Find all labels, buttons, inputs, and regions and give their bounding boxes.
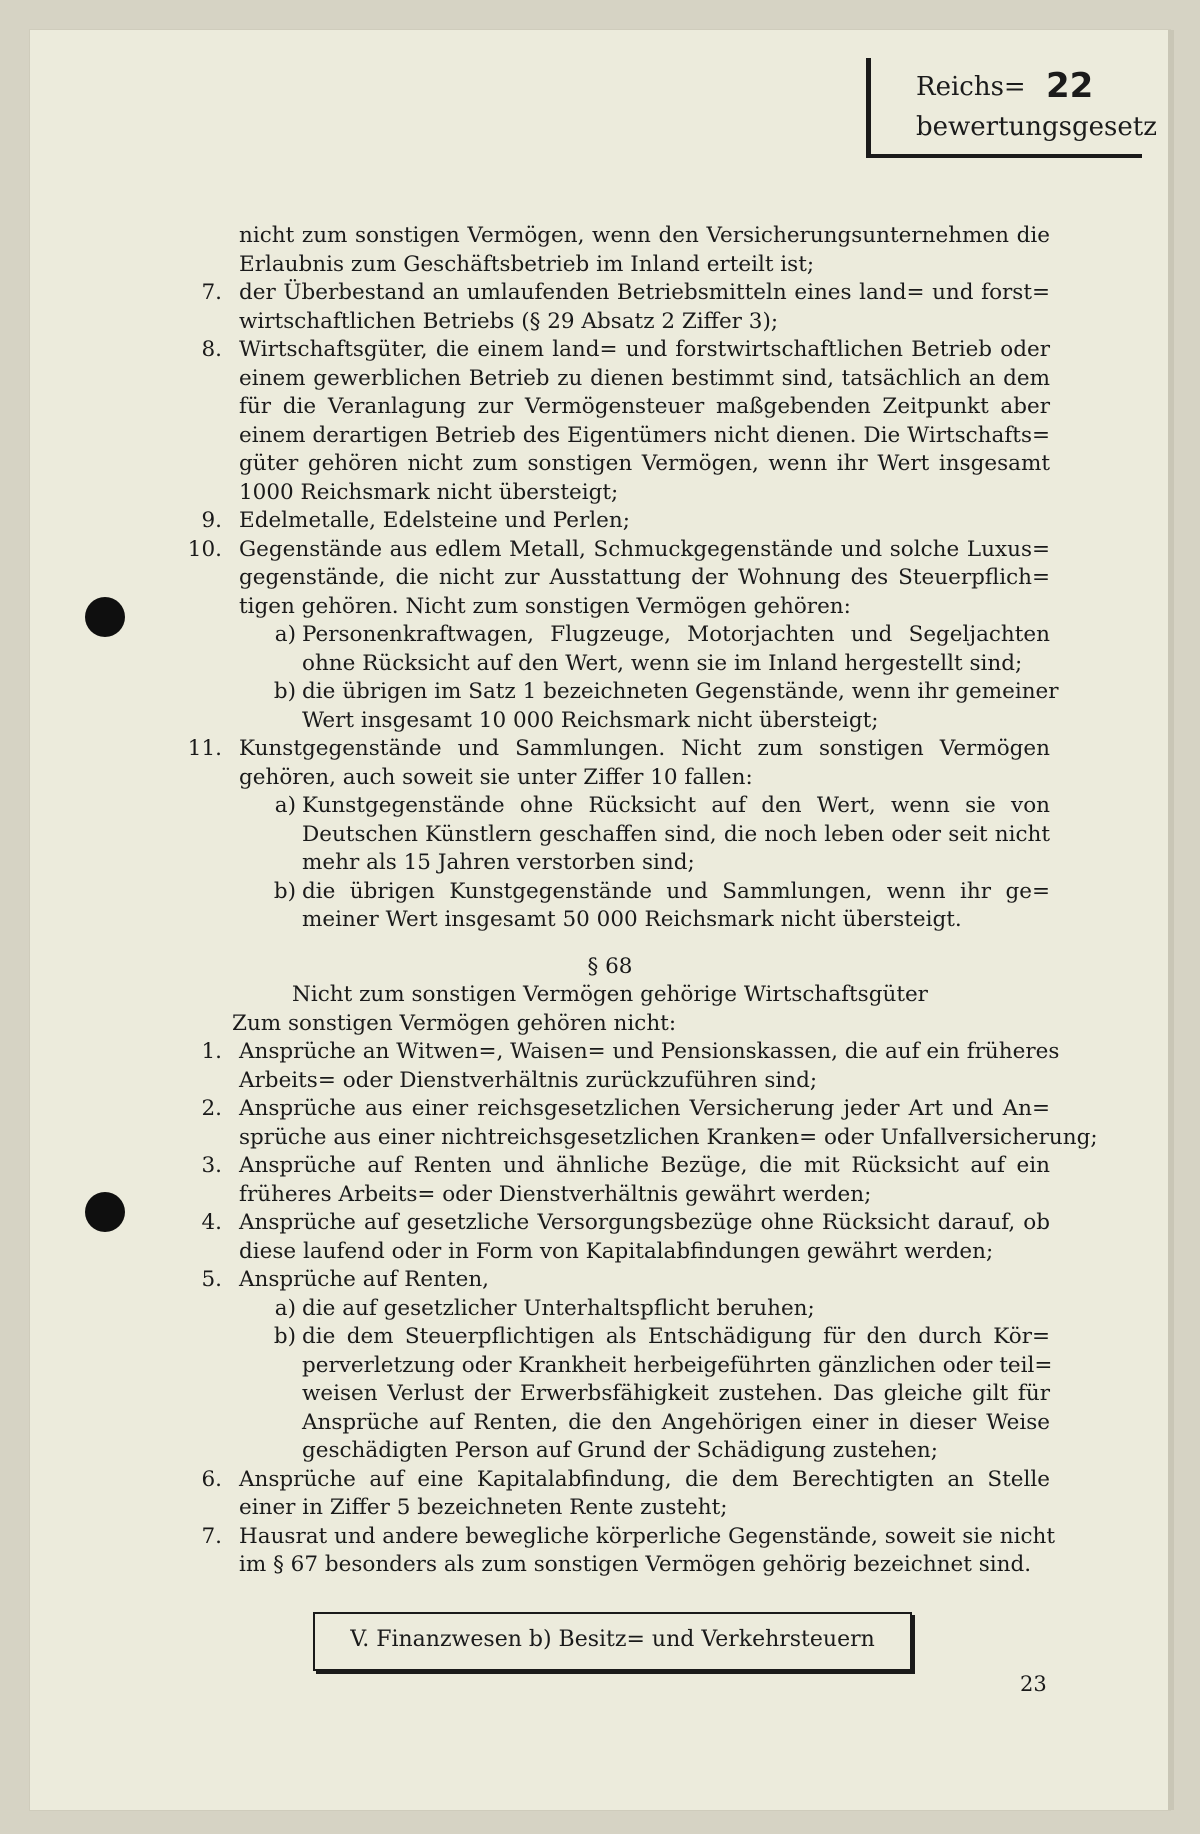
category-label: V. Finanzwesen b) Besitz= und Verkehrsteuern (350, 1627, 875, 1652)
item-number: 5. (201, 1267, 222, 1292)
text-line (170, 821, 1050, 850)
text-line (170, 849, 1050, 878)
list-item (170, 336, 1050, 365)
item-number: 10. (187, 536, 222, 562)
line-text: Erlaubnis zum Geschäftsbetrieb im Inland erteilt ist; (239, 251, 815, 277)
text-line (170, 422, 1050, 451)
line-text: Arbeits= oder Dienstverhältnis zurückzuführen sind; (239, 1067, 818, 1093)
line-text: güter gehören nicht zum sonstigen Vermögen, wenn ihr Wert insgesamt (239, 451, 1050, 476)
line-text: meiner Wert insgesamt 50 000 Reichsmark nicht übersteigt. (302, 907, 962, 932)
line-text: für die Veranlagung zur Vermögensteuer maßgebenden Zeitpunkt aber (239, 394, 1050, 419)
register-title-line2: bewertungsgesetz (916, 112, 1157, 142)
section-intro-text: Zum sonstigen Vermögen gehören nicht: (232, 1010, 677, 1036)
list-item (170, 1095, 1050, 1124)
line-text: die übrigen Kunstgegenstände und Sammlungen, wenn ihr ge= (302, 878, 1050, 904)
text-line (170, 764, 1050, 793)
text-line (170, 906, 1050, 935)
register-tab-horizontal-rule (866, 154, 1142, 158)
line-text: tigen gehören. Nicht zum sonstigen Vermögen gehören: (239, 593, 851, 619)
text-line (170, 251, 1050, 280)
register-title-line1: Reichs= (916, 72, 1026, 102)
sub-item (170, 1295, 1050, 1324)
line-text: einer in Ziffer 5 bezeichneten Rente zusteht; (239, 1495, 728, 1520)
text-line (170, 564, 1050, 593)
section-title (170, 981, 1050, 1010)
sub-item (170, 878, 1050, 907)
section-number-text: § 68 (587, 953, 633, 979)
line-text: Deutschen Künstlern geschaffen sind, die noch leben oder seit nicht (302, 821, 1050, 847)
line-text: einem gewerblichen Betrieb zu dienen bestimmt sind, tatsächlich an dem (239, 365, 1050, 391)
item-number: 9. (201, 508, 222, 533)
text-line (170, 1551, 1050, 1580)
list-item (170, 1038, 1060, 1067)
sub-item (170, 678, 1059, 707)
line-text: wirtschaftlichen Betriebs (§ 29 Absatz 2 Ziffer 3); (239, 308, 779, 334)
line-text: Wirtschaftsgüter, die einem land= und forstwirtschaftlichen Betrieb oder (239, 337, 1050, 362)
line-text: Ansprüche auf Renten, (239, 1267, 490, 1292)
line-text: mehr als 15 Jahren verstorben sind; (302, 850, 695, 875)
text-line (170, 479, 1050, 508)
line-text: Edelmetalle, Edelsteine und Perlen; (239, 508, 630, 533)
list-item (170, 1466, 1050, 1495)
section-intro (170, 1010, 1050, 1039)
line-text: gegenstände, die nicht zur Ausstattung der Wohnung des Steuerpflich= (239, 565, 1050, 590)
register-tab (866, 58, 1157, 158)
text-line (170, 308, 1050, 337)
line-text: Ansprüche auf gesetzliche Versorgungsbezüge ohne Rücksicht darauf, ob (239, 1210, 1050, 1235)
item-number: 4. (201, 1210, 222, 1235)
text-line (170, 1067, 1050, 1096)
category-label-box (313, 1612, 912, 1671)
text-line (170, 1437, 1050, 1466)
item-number: 3. (201, 1153, 222, 1178)
document-body (170, 222, 1098, 1580)
list-item (170, 279, 1050, 308)
section-number (170, 953, 1050, 982)
list-item (170, 1523, 1055, 1552)
text-line (170, 450, 1050, 479)
page-edge (1168, 30, 1174, 1810)
line-text: nicht zum sonstigen Vermögen, wenn den Versicherungsunternehmen die (239, 223, 1050, 248)
text-line (170, 1380, 1050, 1409)
sub-item-label: a) (274, 622, 296, 647)
list-item (170, 507, 1050, 536)
line-text: Wert insgesamt 10 000 Reichsmark nicht übersteigt; (302, 707, 879, 733)
list-item (170, 1266, 1050, 1295)
text-line (170, 1181, 1050, 1210)
item-number: 2. (201, 1096, 222, 1121)
line-text: die übrigen im Satz 1 bezeichneten Gegenstände, wenn ihr gemeiner (302, 679, 1059, 704)
line-text: Ansprüche aus einer reichsgesetzlichen Versicherung jeder Art und An= (239, 1096, 1050, 1121)
register-number: 22 (1046, 66, 1094, 106)
line-text: geschädigten Person auf Grund der Schädigung zustehen; (302, 1438, 938, 1463)
line-text: früheres Arbeits= oder Dienstverhältnis gewährt werden; (239, 1181, 872, 1207)
line-text: Kunstgegenstände und Sammlungen. Nicht zum sonstigen Vermögen (239, 736, 1050, 761)
text-line (170, 593, 1050, 622)
item-number: 8. (201, 337, 222, 362)
punch-hole-bottom (85, 1192, 125, 1232)
text-line (170, 707, 1050, 736)
sub-item-label: b) (273, 679, 296, 704)
list-item (170, 536, 1050, 565)
list-item (170, 735, 1050, 764)
text-line (170, 650, 1050, 679)
line-text: die dem Steuerpflichtigen als Entschädigung für den durch Kör= (302, 1324, 1050, 1349)
line-text: 1000 Reichsmark nicht übersteigt; (239, 479, 619, 505)
line-text: der Überbestand an umlaufenden Betriebsmitteln eines land= und forst= (239, 280, 1050, 305)
spacer (170, 935, 1050, 953)
sub-item-label: b) (273, 878, 296, 904)
text-line (170, 1409, 1050, 1438)
line-text: Ansprüche auf eine Kapitalabfindung, die dem Berechtigten an Stelle (239, 1466, 1050, 1492)
item-number: 11. (187, 736, 222, 761)
text-line (170, 1352, 1053, 1381)
list-item (170, 1152, 1050, 1181)
text-line (170, 222, 1050, 251)
line-text: perverletzung oder Krankheit herbeigeführten gänzlichen oder teil= (302, 1352, 1053, 1378)
punch-hole-top (85, 597, 125, 637)
line-text: im § 67 besonders als zum sonstigen Vermögen gehörig bezeichnet sind. (239, 1552, 1032, 1577)
item-number: 1. (201, 1039, 222, 1064)
line-text: Ansprüche an Witwen=, Waisen= und Pensionskassen, die auf ein früheres (239, 1039, 1060, 1064)
sub-item (170, 621, 1050, 650)
line-text: Ansprüche auf Renten, die den Angehörigen einer in dieser Weise (302, 1409, 1050, 1435)
line-text: Hausrat und andere bewegliche körperliche Gegenstände, soweit sie nicht (239, 1523, 1055, 1549)
sub-item-label: b) (273, 1324, 296, 1349)
text-line (170, 393, 1050, 422)
item-number: 6. (201, 1466, 222, 1492)
text-line (170, 1238, 1050, 1267)
line-text: Personenkraftwagen, Flugzeuge, Motorjachten und Segeljachten (302, 622, 1050, 647)
text-line (170, 365, 1050, 394)
line-text: sprüche aus einer nichtreichsgesetzlichen Kranken= oder Unfallversicherung; (239, 1124, 1098, 1150)
item-number: 7. (201, 1523, 222, 1549)
line-text: Ansprüche auf Renten und ähnliche Bezüge, die mit Rücksicht auf ein (239, 1153, 1050, 1178)
sub-item-label: a) (274, 1295, 296, 1321)
line-text: gehören, auch soweit sie unter Ziffer 10 fallen: (239, 764, 753, 790)
line-text: weisen Verlust der Erwerbsfähigkeit zustehen. Das gleiche gilt für (302, 1381, 1050, 1406)
line-text: ohne Rücksicht auf den Wert, wenn sie im Inland hergestellt sind; (302, 650, 1023, 676)
section-title-text: Nicht zum sonstigen Vermögen gehörige Wirtschaftsgüter (292, 982, 928, 1007)
line-text: einem derartigen Betrieb des Eigentümers nicht dienen. Die Wirtschafts= (239, 422, 1050, 448)
line-text: diese laufend oder in Form von Kapitalabfindungen gewährt werden; (239, 1238, 994, 1264)
item-number: 7. (201, 280, 222, 305)
text-line (170, 1494, 1050, 1523)
register-tab-vertical-rule (866, 58, 871, 158)
sub-item-label: a) (274, 793, 296, 818)
line-text: die auf gesetzlicher Unterhaltspflicht beruhen; (302, 1295, 815, 1321)
line-text: Kunstgegenstände ohne Rücksicht auf den Wert, wenn sie von (302, 793, 1050, 818)
page-number: 23 (1020, 1672, 1047, 1696)
sub-item (170, 1323, 1050, 1352)
text-line (170, 1124, 1098, 1153)
list-item (170, 1209, 1050, 1238)
sub-item (170, 792, 1050, 821)
line-text: Gegenstände aus edlem Metall, Schmuckgegenstände und solche Luxus= (239, 536, 1050, 562)
